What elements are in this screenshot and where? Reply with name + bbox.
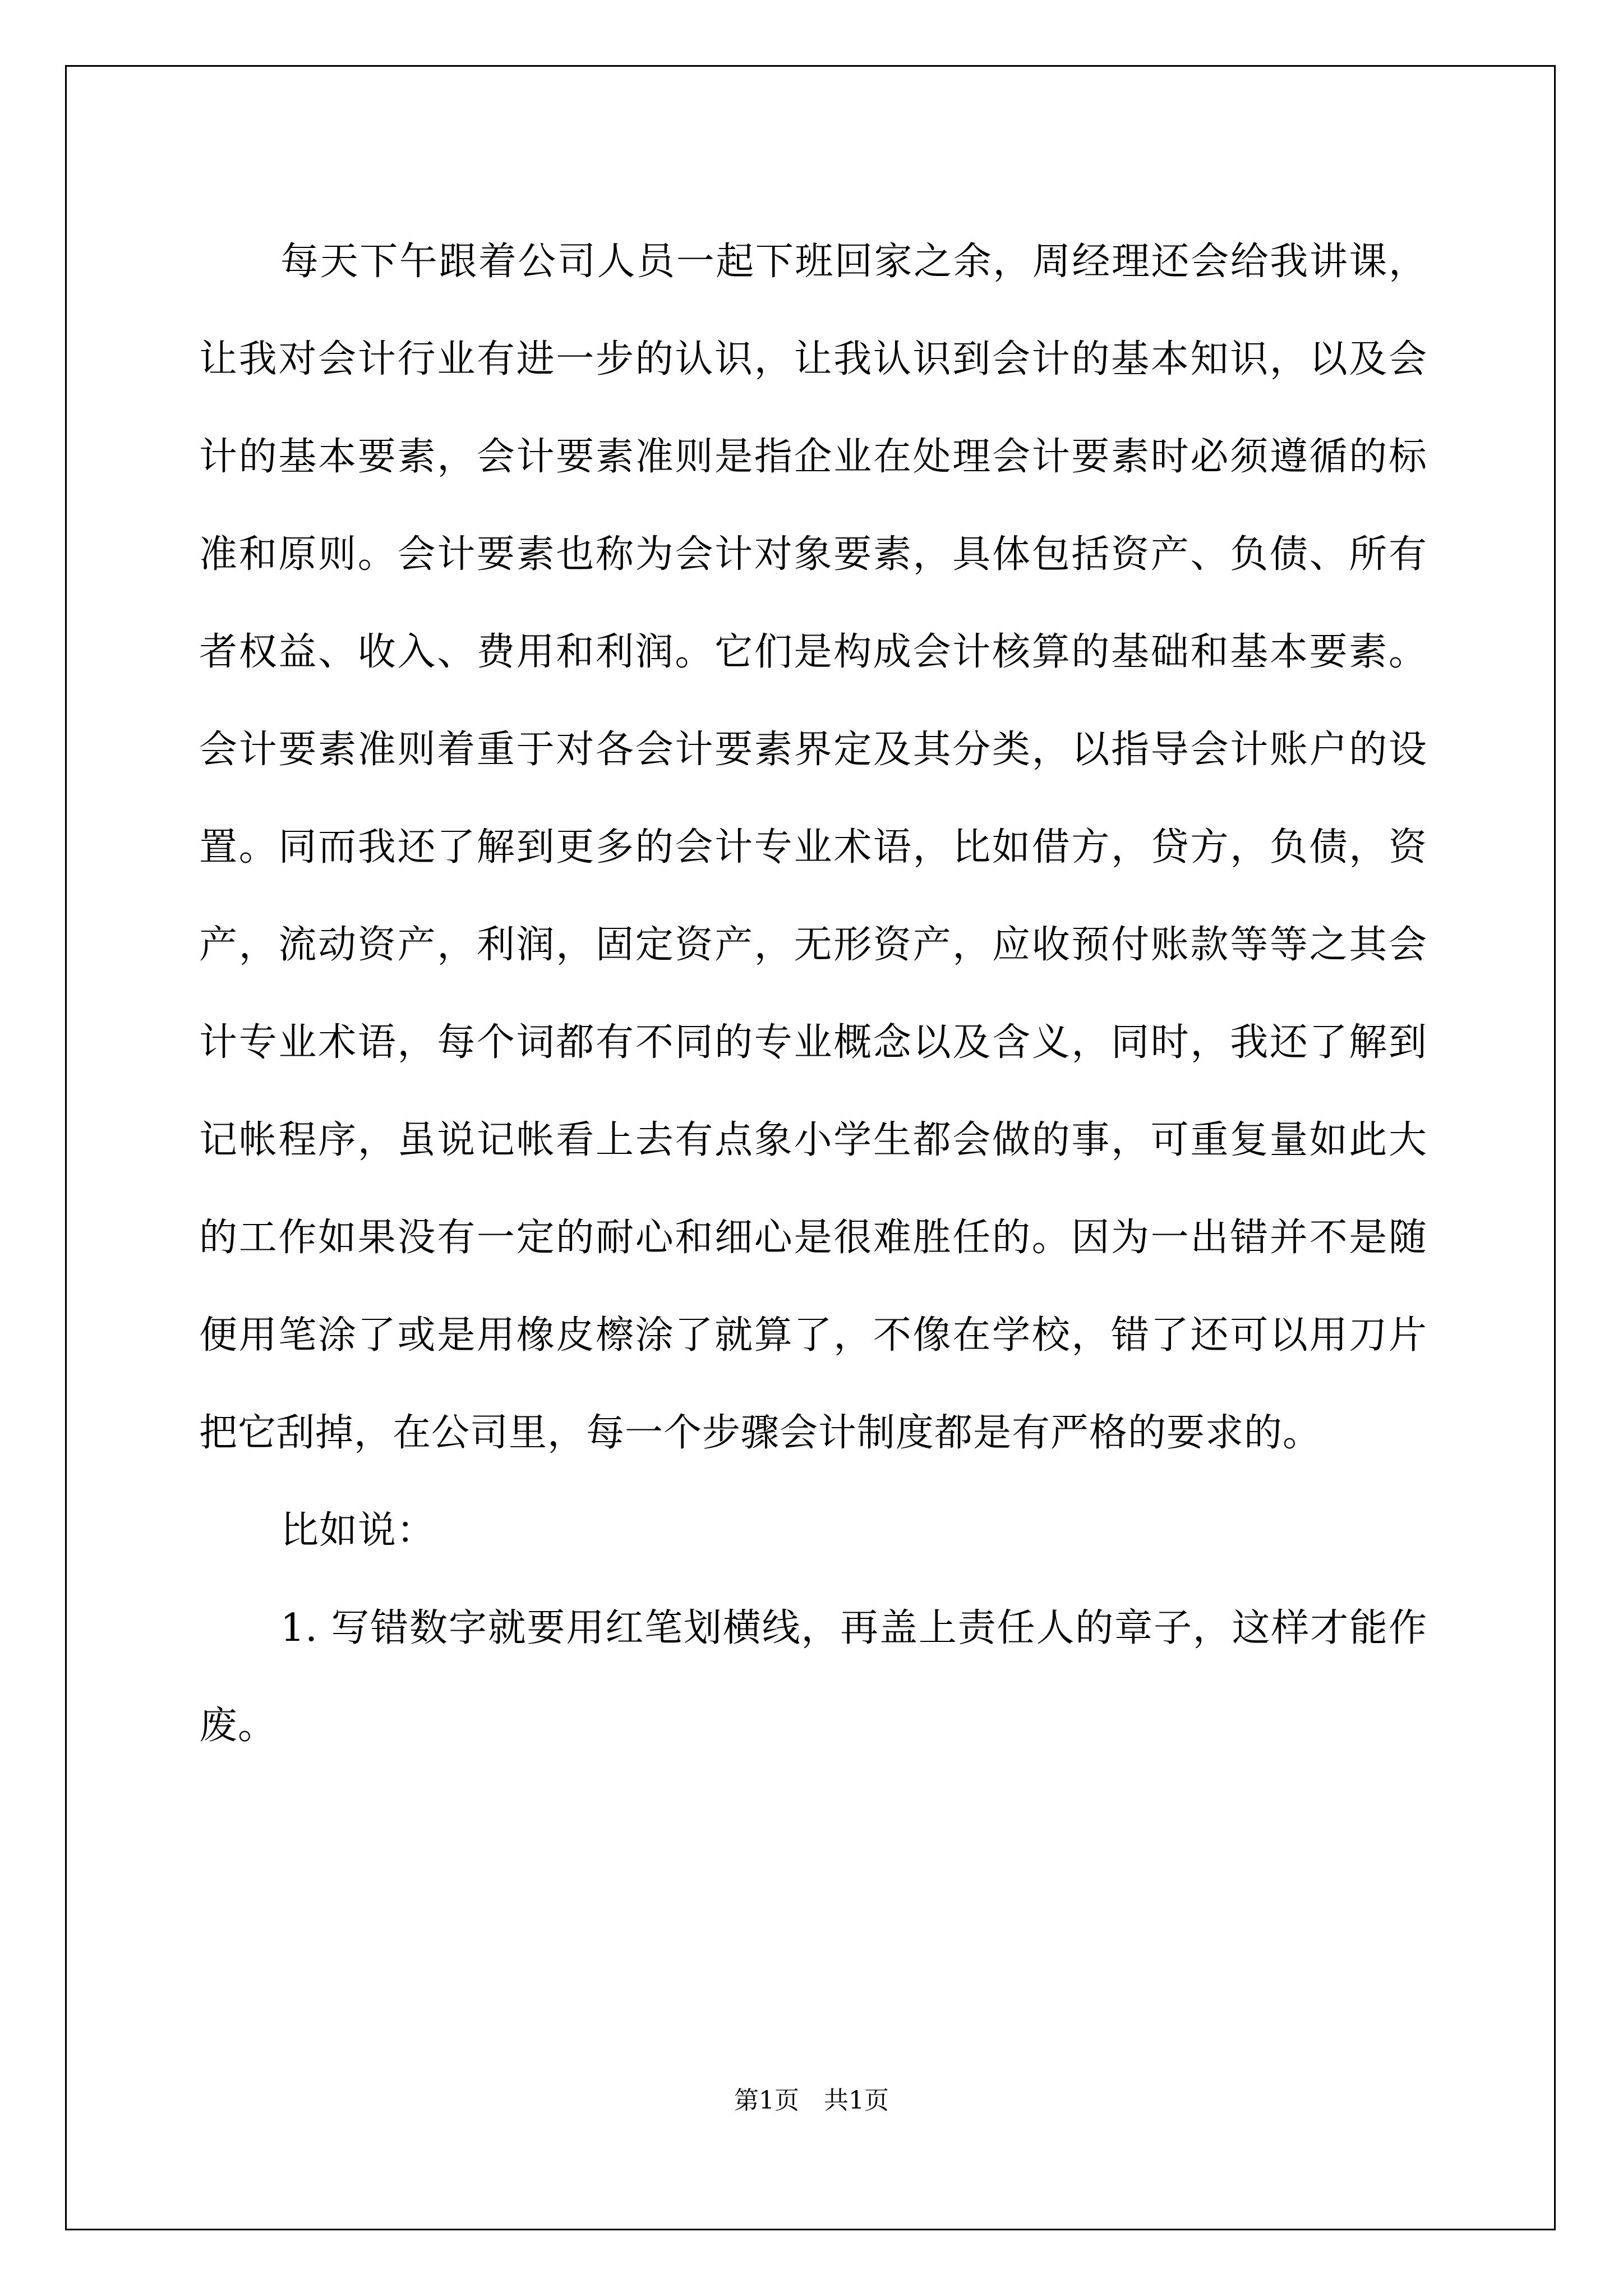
paragraph-accounting-knowledge: 每天下午跟着公司人员一起下班回家之余，周经理还会给我讲课，让我对会计行业有进一步的认识，让我认识到会计的基本知识，以及会计的基本要素，会计要素准则是指企业在处理会计要素时必须遵循的标准和原则。会计要素也称为会计对象要素，具体包括资产、负债、所有者权益、收入、费用和利润。它们是构成会计核算的基础和基本要素。会计要素准则着重于对各会计要素界定及其分类，以指导会计账户的设置。同而我还了解到更多的会计专业术语，比如借方，贷方，负债，资产，流动资产，利润，固定资产，无形资产，应收预付账款等等之其会计专业术语，每个词都有不同的专业概念以及含义，同时，我还了解到记帐程序，虽说记帐看上去有点象小学生都会做的事，可重复量如此大的工作如果没有一定的耐心和细心是很难胜任的。因为一出错并不是随便用笔涂了或是用橡皮檫涂了就算了，不像在学校，错了还可以用刀片把它刮掉，在公司里，每一个步骤会计制度都是有严格的要求的。: [199, 240, 1427, 1455]
page-footer: 第1页 共1页: [734, 2086, 889, 2115]
document-body: [199, 213, 1427, 1775]
paragraph-for-example: 比如说：: [280, 1508, 436, 1553]
paragraph-list-item-1: 1. 写错数字就要用红笔划横线，再盖上责任人的章子，这样才能作废。: [199, 1606, 1427, 1748]
